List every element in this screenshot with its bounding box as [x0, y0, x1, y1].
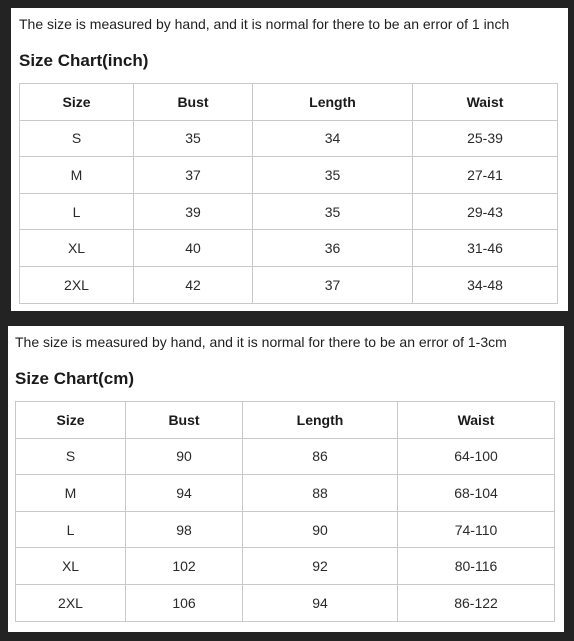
cell-bust: 40	[134, 230, 253, 267]
cell-waist: 86-122	[398, 584, 555, 621]
inch-size-table	[19, 83, 558, 304]
cell-waist: 34-48	[413, 266, 558, 303]
header-size: Size	[16, 402, 126, 439]
cell-length: 36	[253, 230, 413, 267]
cell-size: S	[16, 438, 126, 475]
header-bust: Bust	[134, 84, 253, 121]
cell-bust: 90	[126, 438, 243, 475]
table-row	[16, 511, 555, 548]
cell-size: M	[16, 475, 126, 512]
header-waist: Waist	[413, 84, 558, 121]
inch-size-panel	[11, 8, 568, 311]
table-row	[16, 475, 555, 512]
cell-bust: 37	[134, 157, 253, 194]
cell-size: XL	[16, 548, 126, 585]
table-row	[16, 584, 555, 621]
table-row	[16, 438, 555, 475]
header-bust: Bust	[126, 402, 243, 439]
cell-waist: 27-41	[413, 157, 558, 194]
cell-length: 34	[253, 120, 413, 157]
inch-measurement-note: The size is measured by hand, and it is normal for there to be an error of 1 inch	[19, 16, 510, 32]
header-size: Size	[20, 84, 134, 121]
cell-bust: 102	[126, 548, 243, 585]
cell-length: 86	[243, 438, 398, 475]
cell-length: 88	[243, 475, 398, 512]
cell-bust: 39	[134, 193, 253, 230]
cell-size: L	[20, 193, 134, 230]
cell-size: M	[20, 157, 134, 194]
cell-bust: 94	[126, 475, 243, 512]
cell-size: XL	[20, 230, 134, 267]
cm-size-table	[15, 401, 555, 622]
cm-measurement-note: The size is measured by hand, and it is normal for there to be an error of 1-3cm	[15, 334, 507, 350]
table-header-row	[20, 84, 558, 121]
cell-bust: 106	[126, 584, 243, 621]
inch-size-chart-title: Size Chart(inch)	[19, 51, 149, 70]
cell-length: 35	[253, 193, 413, 230]
cell-length: 92	[243, 548, 398, 585]
cell-waist: 29-43	[413, 193, 558, 230]
cell-waist: 80-116	[398, 548, 555, 585]
cell-size: 2XL	[20, 266, 134, 303]
cell-length: 94	[243, 584, 398, 621]
cell-length: 35	[253, 157, 413, 194]
table-row	[20, 120, 558, 157]
table-header-row	[16, 402, 555, 439]
cell-waist: 31-46	[413, 230, 558, 267]
cell-length: 37	[253, 266, 413, 303]
table-row	[20, 157, 558, 194]
cell-waist: 68-104	[398, 475, 555, 512]
cell-size: L	[16, 511, 126, 548]
cell-waist: 74-110	[398, 511, 555, 548]
header-waist: Waist	[398, 402, 555, 439]
cell-size: S	[20, 120, 134, 157]
header-length: Length	[243, 402, 398, 439]
cm-size-chart-title: Size Chart(cm)	[15, 369, 135, 388]
table-row	[16, 548, 555, 585]
header-length: Length	[253, 84, 413, 121]
cell-length: 90	[243, 511, 398, 548]
cell-bust: 35	[134, 120, 253, 157]
cell-bust: 42	[134, 266, 253, 303]
cell-bust: 98	[126, 511, 243, 548]
cell-waist: 25-39	[413, 120, 558, 157]
cm-size-panel	[8, 326, 564, 632]
table-row	[20, 193, 558, 230]
cell-waist: 64-100	[398, 438, 555, 475]
table-row	[20, 230, 558, 267]
table-row	[20, 266, 558, 303]
cell-size: 2XL	[16, 584, 126, 621]
